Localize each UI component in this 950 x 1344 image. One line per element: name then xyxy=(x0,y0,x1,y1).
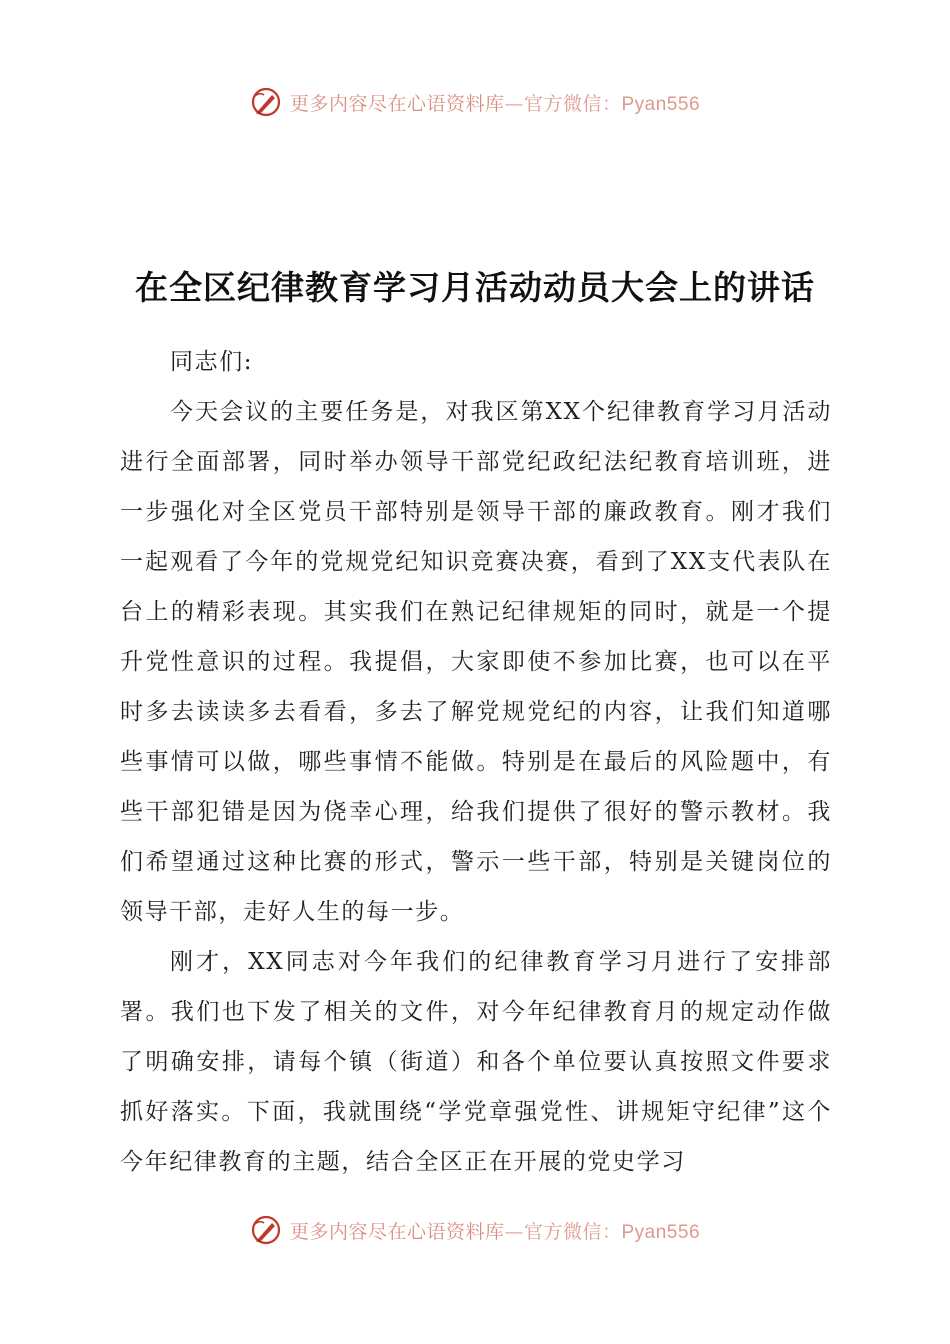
watermark-site: 更多内容尽在心语资料库 xyxy=(289,92,505,115)
watermark-text xyxy=(290,1217,700,1244)
watermark-wechat-id: Pyan556 xyxy=(621,1221,701,1243)
watermark-text xyxy=(290,89,700,116)
watermark-label: 官方微信： xyxy=(523,1220,622,1243)
salutation: 同志们: xyxy=(170,349,254,375)
header-watermark xyxy=(0,82,950,122)
footer-watermark xyxy=(0,1210,950,1250)
watermark-wechat-id: Pyan556 xyxy=(621,93,701,115)
watermark-dash: — xyxy=(504,1220,524,1243)
document-body xyxy=(120,337,832,1187)
paragraph-2: 刚才，XX同志对今年我们的纪律教育学习月进行了安排部署。我们也下发了相关的文件，对今年纪律教育月的规定动作做了明确安排，请每个镇（街道）和各个单位要认真按照文件要求抓好落实。下面，我就围绕“学党章强党性、讲规矩守纪律”这个今年纪律教育的主题，结合全区正在开展的党史学习 xyxy=(120,949,832,1175)
paragraph-1: 今天会议的主要任务是，对我区第XX个纪律教育学习月活动进行全面部署，同时举办领导干部党纪政纪法纪教育培训班，进一步强化对全区党员干部特别是领导干部的廉政教育。刚才我们一起观看了今年的党规党纪知识竞赛决赛，看到了XX支代表队在台上的精彩表现。其实我们在熟记纪律规矩的同时，就是一个提升党性意识的过程。我提倡，大家即使不参加比赛，也可以在平时多去读读多去看看，多去了解党规党纪的内容，让我们知道哪些事情可以做，哪些事情不能做。特别是在最后的风险题中，有些干部犯错是因为侥幸心理，给我们提供了很好的警示教材。我们希望通过这种比赛的形式，警示一些干部，特别是关键岗位的领导干部，走好人生的每一步。 xyxy=(120,399,832,925)
watermark-label: 官方微信： xyxy=(523,92,622,115)
watermark-site: 更多内容尽在心语资料库 xyxy=(289,1220,505,1243)
pen-logo-icon xyxy=(250,86,282,118)
pen-logo-icon xyxy=(250,1214,282,1246)
watermark-dash: — xyxy=(504,92,524,115)
document-title: 在全区纪律教育学习月活动动员大会上的讲话 xyxy=(135,268,815,307)
